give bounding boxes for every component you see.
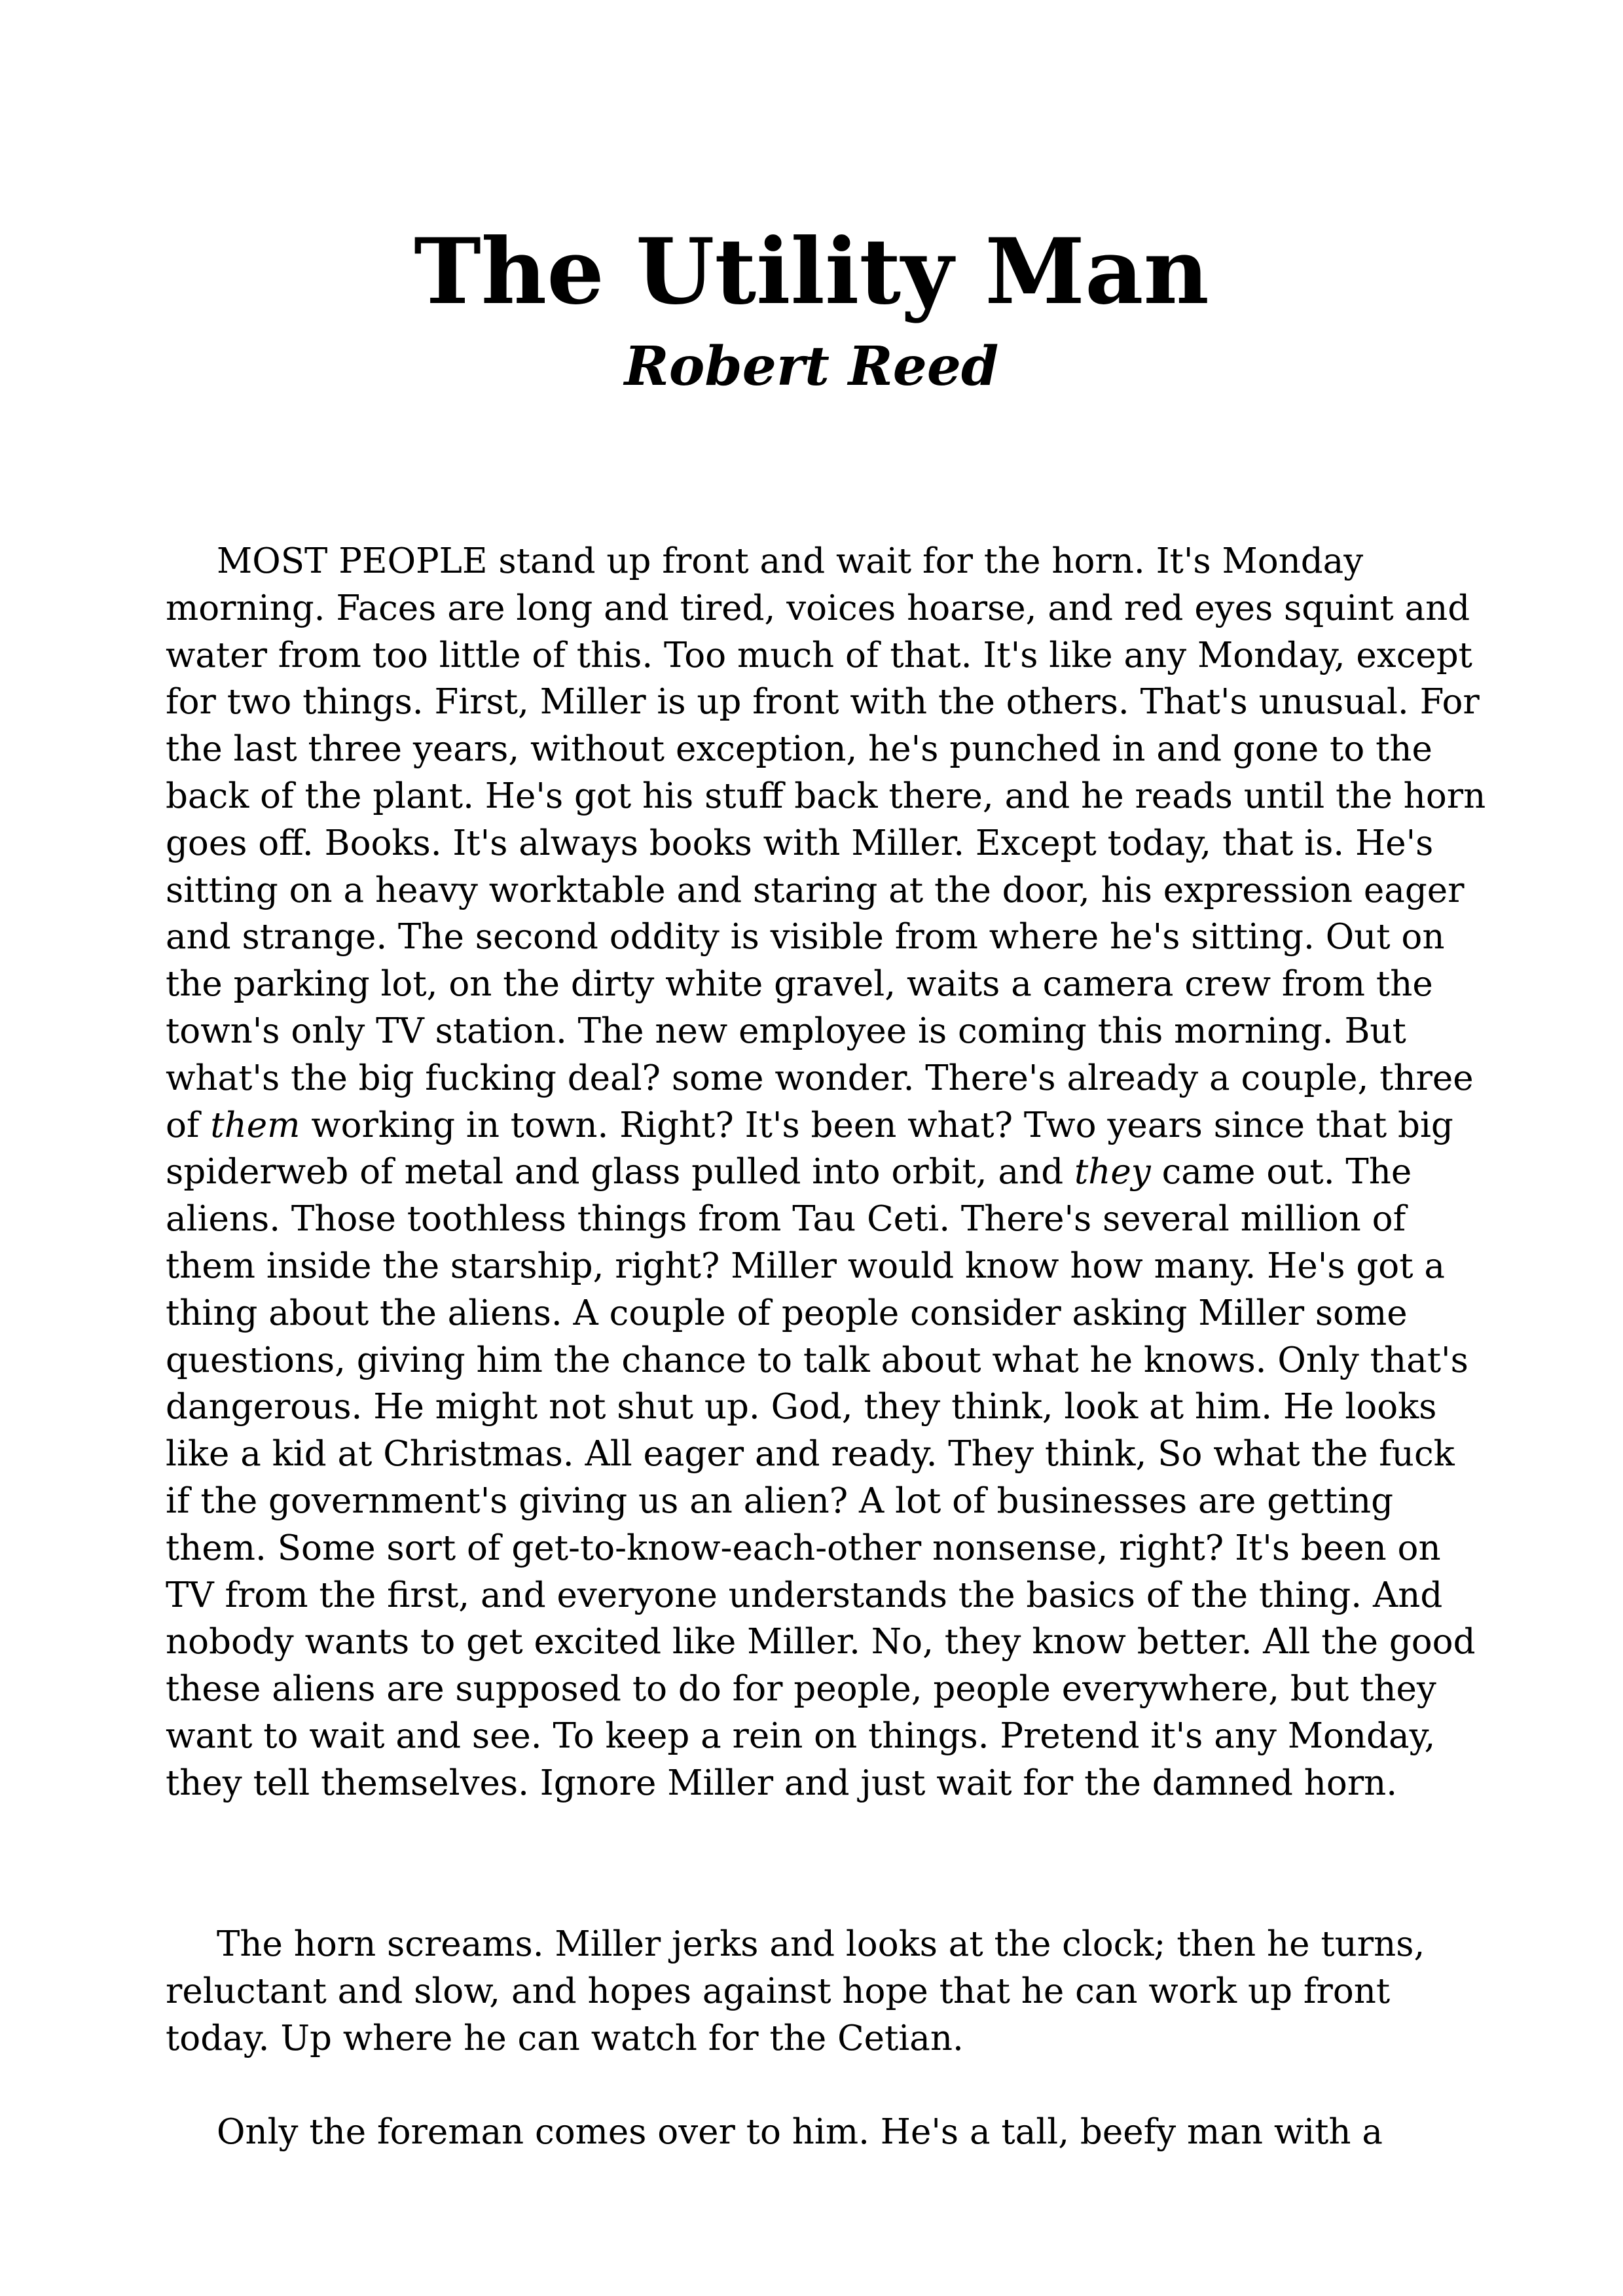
text-line	[166, 867, 1475, 914]
line-text: today. Up where he can watch for the Cetian.	[166, 2018, 964, 2058]
emphasis-text: they	[1074, 1152, 1151, 1193]
line-text: them inside the starship, right? Miller would know how many. He's got a	[166, 1246, 1445, 1286]
text-line	[166, 820, 1475, 867]
text-line	[166, 2109, 1475, 2156]
line-text: nobody wants to get excited like Miller. No, they know better. All the good	[166, 1622, 1476, 1662]
text-line	[166, 773, 1486, 820]
story-title: The Utility Man	[414, 218, 1209, 325]
line-text: the last three years, without exception, he's punched in and gone to the	[166, 729, 1432, 770]
text-line	[166, 2015, 1475, 2062]
text-line	[166, 1102, 1475, 1149]
text-line	[166, 1431, 1475, 1478]
paragraph-2	[166, 1921, 1475, 2062]
text-line	[166, 1337, 1475, 1384]
text-line	[166, 1760, 1475, 1807]
text-line	[166, 1384, 1475, 1431]
line-text: dangerous. He might not shut up. God, they think, look at him. He looks	[166, 1387, 1437, 1427]
text-line	[166, 1713, 1475, 1760]
text-line	[166, 1149, 1475, 1196]
text-line	[166, 1290, 1475, 1337]
line-text: reluctant and slow, and hopes against hope that he can work up front	[166, 1971, 1391, 2011]
text-line	[166, 1666, 1475, 1713]
line-text: if the government's giving us an alien? A lot of businesses are getting	[166, 1480, 1394, 1521]
line-text: want to wait and see. To keep a rein on things. Pretend it's any Monday,	[166, 1715, 1436, 1756]
line-text: them. Some sort of get-to-know-each-other nonsense, right? It's been on	[166, 1528, 1441, 1568]
text-line	[166, 1921, 1475, 1968]
line-text: town's only TV station. The new employee is coming this morning. But	[166, 1011, 1406, 1051]
line-text: MOST PEOPLE stand up front and wait for the horn. It's Monday	[217, 541, 1364, 581]
line-text: goes off. Books. It's always books with Miller. Except today, that is. He's	[166, 823, 1434, 863]
line-text: came out. The	[1150, 1152, 1412, 1193]
line-text: back of the plant. He's got his stuff back there, and he reads until the horn	[166, 776, 1486, 816]
story-author: Robert Reed	[624, 335, 999, 398]
line-text: morning. Faces are long and tired, voices hoarse, and red eyes squint and	[166, 588, 1470, 628]
text-line	[166, 1196, 1475, 1243]
line-text: TV from the first, and everyone understands the basics of the thing. And	[166, 1575, 1443, 1615]
line-text: aliens. Those toothless things from Tau Ceti. There's several million of	[166, 1199, 1406, 1240]
text-line	[166, 1055, 1475, 1102]
text-line	[166, 914, 1475, 961]
text-line	[166, 726, 1475, 773]
line-text: what's the big fucking deal? some wonder. There's already a couple, three	[166, 1058, 1474, 1098]
text-line	[166, 538, 1475, 585]
text-line	[166, 1572, 1475, 1619]
text-line	[166, 1525, 1475, 1572]
line-text: sitting on a heavy worktable and staring at the door, his expression eager	[166, 870, 1465, 910]
emphasis-text: them	[210, 1105, 301, 1145]
line-text: Only the foreman comes over to him. He's a tall, beefy man with a	[217, 2112, 1383, 2152]
text-line	[166, 1008, 1475, 1055]
line-text: and strange. The second oddity is visible from where he's sitting. Out on	[166, 917, 1445, 958]
text-line	[166, 585, 1475, 632]
text-line	[166, 1243, 1475, 1290]
line-text: for two things. First, Miller is up front with the others. That's unusual. For	[166, 682, 1480, 723]
line-text: of	[166, 1105, 211, 1145]
line-text: these aliens are supposed to do for people, people everywhere, but they	[166, 1669, 1436, 1710]
text-line	[166, 632, 1475, 679]
text-line	[166, 1478, 1475, 1525]
paragraph-1	[166, 538, 1486, 1807]
line-text: working in town. Right? It's been what? Two years since that big	[300, 1105, 1453, 1145]
line-text: The horn screams. Miller jerks and looks at the clock; then he turns,	[217, 1924, 1425, 1964]
paragraph-3	[166, 2109, 1475, 2156]
line-text: like a kid at Christmas. All eager and ready. They think, So what the fuck	[166, 1434, 1455, 1475]
line-text: water from too little of this. Too much of that. It's like any Monday, except	[166, 635, 1472, 675]
line-text: they tell themselves. Ignore Miller and just wait for the damned horn.	[166, 1763, 1398, 1803]
line-text: the parking lot, on the dirty white gravel, waits a camera crew from the	[166, 964, 1433, 1005]
text-line	[166, 1619, 1475, 1666]
line-text: thing about the aliens. A couple of people consider asking Miller some	[166, 1293, 1408, 1333]
text-line	[166, 1968, 1475, 2015]
line-text: questions, giving him the chance to talk about what he knows. Only that's	[166, 1340, 1468, 1380]
text-line	[166, 961, 1475, 1008]
line-text: spiderweb of metal and glass pulled into orbit, and	[166, 1152, 1074, 1193]
text-line	[166, 679, 1480, 726]
